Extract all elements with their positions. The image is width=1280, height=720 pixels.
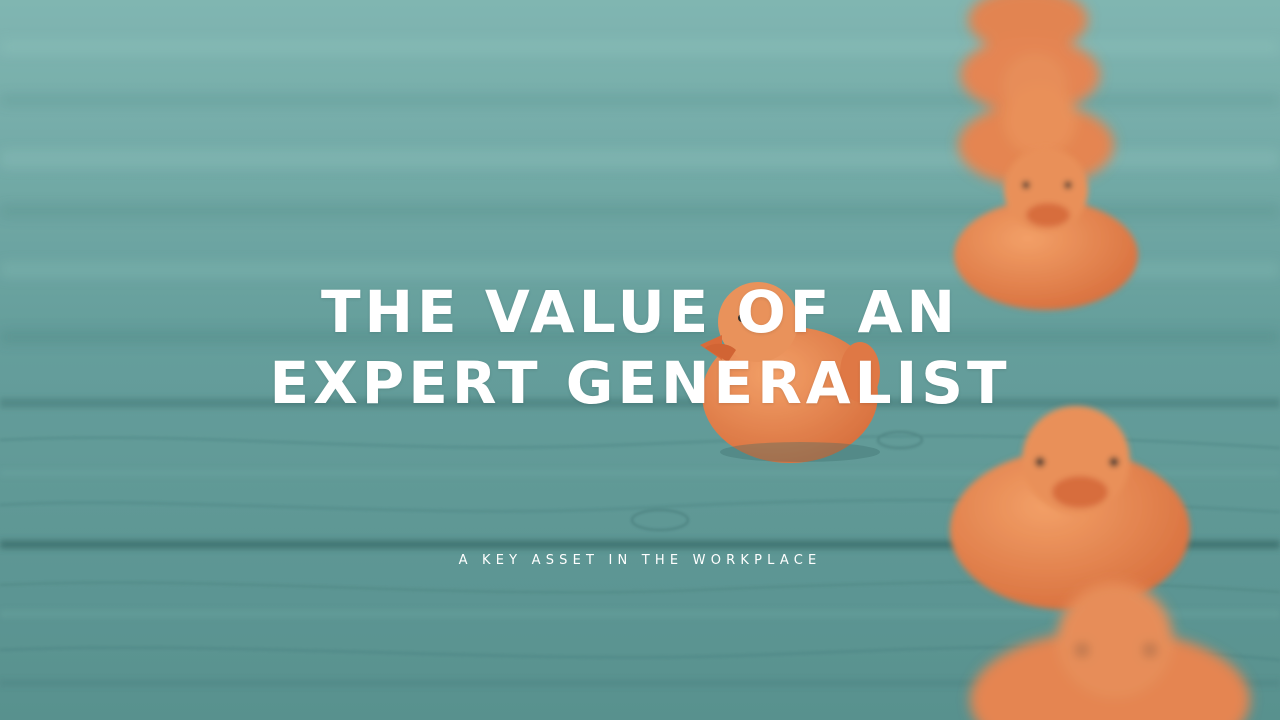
subtitle: A KEY ASSET IN THE WORKPLACE bbox=[458, 553, 822, 568]
headline-line-1: THE VALUE OF AN bbox=[320, 278, 960, 346]
headline bbox=[0, 278, 1280, 417]
headline-line-2: EXPERT GENERALIST bbox=[269, 349, 1011, 417]
